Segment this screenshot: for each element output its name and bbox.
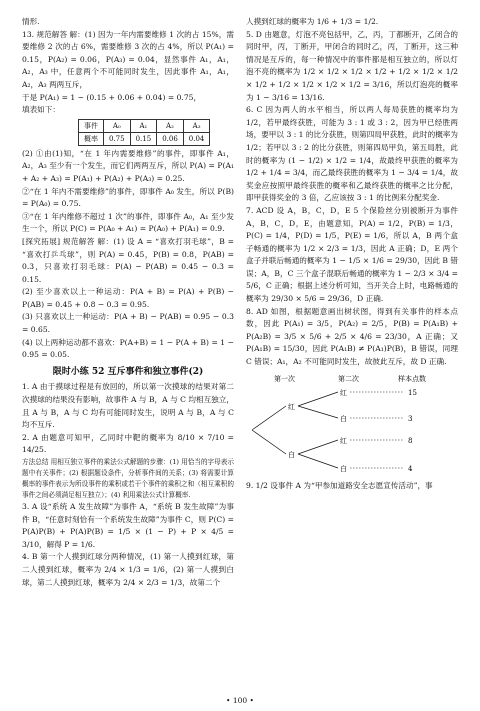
paragraph: (4) 以上两种运动都不喜欢：P(A+B) = 1 − P(A + B) = 1 − 0.95 = 0.05. <box>22 337 234 360</box>
paragraph: 情形. <box>22 17 40 26</box>
right-column <box>246 16 458 492</box>
section-title: 限时小练 52 互斥事件和独立事件(2) <box>52 366 204 377</box>
paragraph: [探究拓展] 规范解答 解：(1) 设 A = “喜欢打羽毛球”，B = “喜欢打乒乓球”，则 P(A) = 0.45，P(B) = 0.8，P(AB) = 0.3，只喜欢打羽毛球：P(A) − P(AB) = 0.45 − 0.3 = 0.15. <box>22 236 234 284</box>
table-cell: A₃ <box>183 119 210 132</box>
tree-node-label: 白 <box>340 414 347 423</box>
tree-node-label: 红 <box>340 436 347 445</box>
table-cell: 0.04 <box>183 132 210 145</box>
answer-3: 3. A 设“系统 A 发生故障”为事件 A，“系统 B 发生故障”为事件 B，“任意时刻恰有一个系统发生故障”为事件 C，则 P(C) = P(A)P(B) + P(A)P(B) = 1/5 × (1 − P) + P × 4/5 = 3/10，解得 P = 1/6. <box>22 502 234 549</box>
answer-5: 5. D 由题意，灯泡不亮包括甲，乙，丙，丁都断开，乙闭合的同时甲，丙，丁断开，甲闭合的同时乙，丙，丁断开，这三种情况是互斥的，每一种情况中的事件都是相互独立的，所以灯泡不亮的概率为 1/2 × 1/2 × 1/2 × 1/2 + 1/2 × 1/2 × 1/2 × 1/2 + 1/2 × 1/2 × 1/2 × 1/2 = 3/16，所以灯泡亮的概率为 1 − 3/16 = 13/16. <box>246 29 458 102</box>
tree-count: 4 <box>408 464 413 473</box>
tree-svg <box>246 372 458 480</box>
answer-4: 4. B 第一个人摸到红球分两种情况，(1) 第一人摸到红球，第二人摸到红球，概率为 2/4 × 1/3 = 1/6，(2) 第一人摸到白球，第二人摸到红球，概率为 2/4 × 2/3 = 1/3，故第二个 <box>22 552 234 587</box>
tree-count: 8 <box>408 436 413 445</box>
table-row <box>79 132 210 145</box>
paragraph: (2) ①由(1)知，“在 1 年内需要维修”的事件，即事件 A₁，A₂，A₃ 至少有一个发生，而它们两两互斥，所以 P(A) = P(A₁ + A₂ + A₃) = P(A₁) + P(A₂) + P(A₃) = 0.25. <box>22 148 234 183</box>
method-summary: 方法总结 用相互独立事件的乘法公式解题的步骤：(1) 用恰当的字母表示题中有关事件；(2) 根据题设条件，分析事件间的关系；(3) 将需要计算概率的事件表示为所设事件的乘积或若干个事件的乘积之和（相互乘积的事件之间必须满足相互独立）；(4) 利用乘法公式计算概率. <box>22 458 234 499</box>
page-number: • 100 • <box>226 696 254 705</box>
table-cell: 概率 <box>79 132 104 145</box>
tree-node-label: 红 <box>288 402 295 411</box>
tree-branch <box>298 406 338 418</box>
tree-header: 第二次 <box>338 374 359 383</box>
answer-1: 1. A 由于摸球过程是有放回的，所以第一次摸球的结果对第二次摸球的结果没有影响，故事件 A 与 B，A 与 C 均相互独立，且 A 与 B，A 与 C 均有可能同时发生，说明 A 与 B，A 与 C 均不互斥. <box>22 382 234 430</box>
paragraph: 13. 规范解答 解：(1) 因为一年内需要维修 1 次的占 15%，需要维修 2 次的占 6%，需要维修 3 次的占 4%，所以 P(A₁) = 0.15，P(A₂) = 0.06，P(A₃) = 0.04，显然事件 A₁，A₁，A₂，A₃ 中，任意两个不可能同时发生，因此事件 A₁，A₁，A₂，A₃ 两两互斥， <box>22 29 234 89</box>
tree-node-label: 白 <box>288 450 295 459</box>
paragraph: (3) 只喜欢以上一种运动：P(A + B) − P(AB) = 0.95 − 0.3 = 0.65. <box>22 312 234 335</box>
answer-9: 9. 1/2 设事件 A 为“甲参加道路安全志愿宣传活动”，事 <box>246 480 433 490</box>
paragraph: 人摸到红球的概率为 1/6 + 1/3 = 1/2. <box>246 17 379 26</box>
left-column <box>22 16 234 589</box>
answer-2: 2. A 由题意可知甲，乙同时中靶的概率为 8/10 × 7/10 = 14/25. <box>22 432 234 455</box>
paragraph: 填表如下： <box>22 105 60 115</box>
table-cell: 事件 <box>79 119 104 132</box>
answer-7: 7. ACD 设 A，B，C，D，E 5 个保险丝分别被断开为事件 A，B，C，D，E，由题意知，P(A) = 1/2，P(B) = 1/3，P(C) = 1/4，P(D) = 1/5，P(E) = 1/6，所以 A，B 两个盒子畅通的概率为 1/2 × 2/3 = 1/3，因此 A 正确；D，E 两个盒子并联后畅通的概率为 1 − 1/5 × 1/6 = 29/30，因此 B 错误；A，B，C 三个盒子混联后畅通的概率为 1 − 2/3 × 3/4 = 5/6，C 正确；根据上述分析可知，当开关合上时，电路畅通的概率为 29/30 × 5/6 = 29/36，D 正确. <box>246 205 458 304</box>
tree-branch <box>298 392 338 406</box>
probability-table <box>78 119 210 146</box>
tree-branch <box>252 430 286 454</box>
paragraph: 于是 P(A₁) = 1 − (0.15 + 0.06 + 0.04) = 0.75， <box>22 92 202 102</box>
answer-8: 8. AD 如图，根据题意画出树状图，得到有关事件的样本点数，因此 P(A₁) = 3/5，P(A₂) = 2/5，P(B) = P(A₁B) + P(A₂B) = 3/5 × 5/6 + 2/5 × 4/6 = 23/30，A 正确；又 P(A₁B) = 15/30，因此 P(A₁B) ≠ P(A₁)P(B)，B 错误，同理 C 错误；A₁，A₂ 不可能同时发生，故彼此互斥，故 D 正确. <box>246 306 458 367</box>
tree-node-label: 红 <box>340 388 347 397</box>
tree-branch <box>298 440 338 454</box>
table-cell: A₀ <box>104 119 131 132</box>
tree-count: 3 <box>408 414 413 423</box>
answer-6: 6. C 因为两人的水平相当，所以两人每局获胜的概率均为 1/2，若甲最终获胜，可能为 3 : 1 或 3 : 2，因为甲已经胜两场，要甲以 3 : 1 的比分获胜，则第四局甲获胜，此时的概率为 1/2；若甲以 3 : 2 的比分获胜，则第四局甲负，第五局胜，此时的概率为 (1 − 1/2) × 1/2 = 1/4，故最终甲获胜的概率为 1/2 + 1/4 = 3/4，而乙最终获胜的概率为 1 − 3/4 = 1/4，故奖金应按照甲最终获胜的概率和乙最终获胜的概率之比分配，即甲获得奖金的 3 倍，乙应该按 3 : 1 的比例来分配奖金. <box>246 105 458 203</box>
table-cell: A₁ <box>130 119 157 132</box>
paragraph: ②“在 1 年内不需要维修”的事件，即事件 A₀ 发生，所以 P(B) = P(A₀) = 0.75. <box>22 186 234 209</box>
table-cell: 0.75 <box>104 132 131 145</box>
tree-header: 样本点数 <box>398 374 426 383</box>
paragraph: ③“在 1 年内维修不超过 1 次”的事件，即事件 A₀，A₁ 至少发生一个，所以 P(C) = P(A₀ + A₁) = P(A₀) + P(A₁) = 0.9. <box>22 211 234 234</box>
tree-branch <box>298 454 338 468</box>
tree-count: 15 <box>408 388 417 397</box>
table-cell: 0.06 <box>157 132 184 145</box>
tree-header: 第一次 <box>274 374 295 383</box>
table-cell: 0.15 <box>130 132 157 145</box>
table-cell: A₂ <box>157 119 184 132</box>
paragraph: (2) 至少喜欢以上一种运动：P(A + B) = P(A) + P(B) − P(AB) = 0.45 + 0.8 − 0.3 = 0.95. <box>22 287 234 309</box>
table-row <box>79 119 210 132</box>
tree-diagram <box>246 372 458 480</box>
tree-node-label: 白 <box>340 464 347 473</box>
tree-branch <box>252 406 286 430</box>
